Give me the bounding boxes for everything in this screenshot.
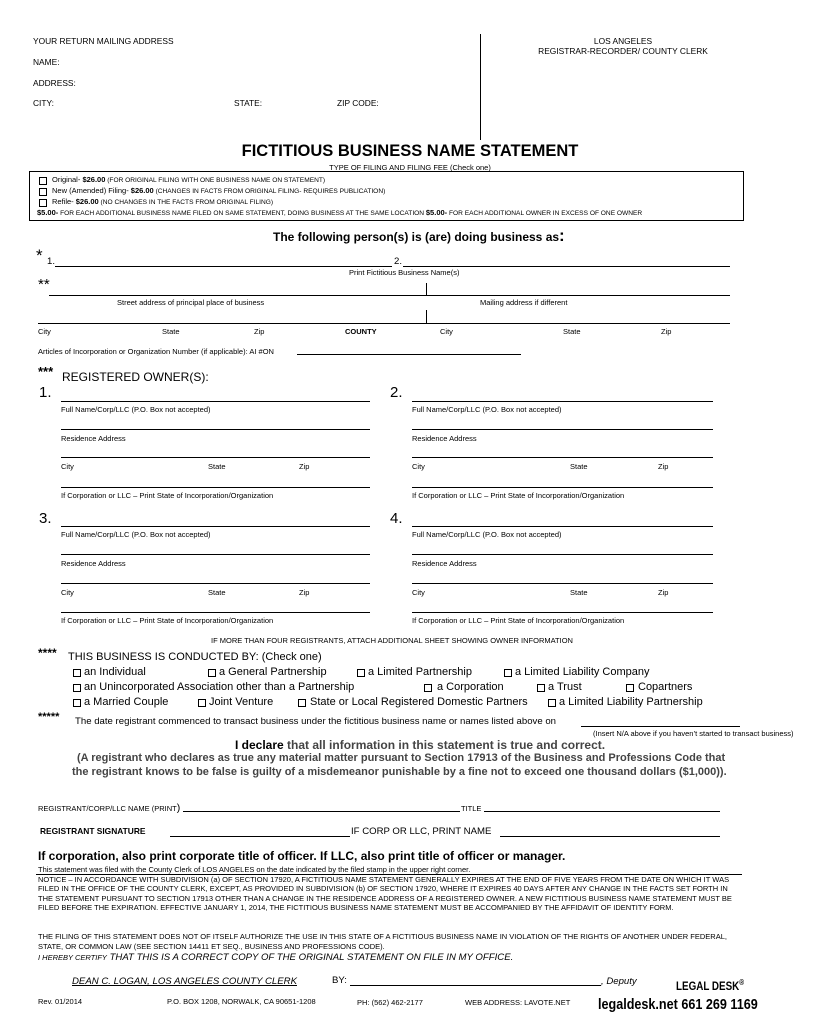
filing-original: Original- $26.00 (FOR ORIGINAL FILING WITH ONE BUSINESS NAME ON STATEMENT) — [52, 175, 326, 184]
address-city-caption: City — [38, 327, 51, 336]
option-domestic-partners: State or Local Registered Domestic Partners — [310, 696, 528, 708]
owner-4-city-caption: City — [412, 588, 425, 597]
title-label: TITLE — [461, 804, 482, 813]
owner-2-corp-field[interactable] — [412, 487, 713, 488]
county-name: LOS ANGELES — [593, 36, 653, 46]
owner-1-name-field[interactable] — [61, 401, 370, 402]
state-label: STATE: — [234, 98, 263, 108]
owner-3-name-field[interactable] — [61, 526, 370, 527]
corp-officer-heading: If corporation, also print corporate title of officer. If LLC, also print title of officer or manager. — [38, 849, 566, 863]
legal-desk-logo: LEGAL DESK® — [676, 978, 745, 993]
certify-line: I HEREBY CERTIFY THAT THIS IS A CORRECT COPY OF THE ORIGINAL STATEMENT ON FILE IN MY OFFICE. — [38, 952, 514, 963]
corporation-checkbox[interactable] — [424, 684, 432, 692]
option-individual: an Individual — [84, 666, 146, 678]
original-checkbox[interactable] — [39, 177, 47, 185]
legal-desk-contact: legaldesk.net 661 269 1169 — [598, 996, 758, 1013]
expiration-notice: NOTICE – IN ACCORDANCE WITH SUBDIVISION (a) OF SECTION 17920, A FICTITIOUS NAME STATEMENT GENERALLY EXPIRES AT THE END OF FIVE YEARS FROM THE DATE ON WHICH IT WAS FILED IN THE OFFICE OF THE COUNTY CLERK, EXCEPT, AS PROVIDED IN SUBDIVISION (b) OF SECTION 17920, WHERE IT EXPIRES 40 DAYS AFTER ANY CHANGE IN THE FACTS SET FORTH IN THE STATEMENT PURSUANT TO SECTION 17913 OTHER THAN A CHANGE IN THE RESIDENCE ADDRESS OF A REGISTERED OWNER. A NEW FICTITIOUS BUSINESS NAME STATEMENT MUST BE FILED BEFORE THE EXPIRATION. EFFECTIVE JANUARY 1, 2014, THE FICTITIOUS BUSINESS NAME STATEMENT MUST BE ACCOMPANIED BY THE AFFIDAVIT OF IDENTITY FORM. — [38, 875, 732, 913]
commenced-mark: ***** — [38, 711, 60, 723]
owner-2-state-caption: State — [570, 462, 588, 471]
business-name-caption: Print Fictitious Business Name(s) — [349, 268, 460, 277]
owner-3-num: 3. — [39, 510, 52, 527]
conducted-mark: **** — [38, 646, 57, 660]
owner-4-corp-field[interactable] — [412, 612, 713, 613]
option-corporation: a Corporation — [437, 681, 504, 693]
option-married-couple: a Married Couple — [84, 696, 169, 708]
owner-4-zip-caption: Zip — [658, 588, 669, 597]
owner-3-city-caption: City — [61, 588, 74, 597]
registrant-signature-field[interactable] — [170, 836, 350, 837]
option-general-partnership: a General Partnership — [219, 666, 327, 678]
owners-heading: REGISTERED OWNER(S): — [62, 370, 209, 384]
owner-2-name-field[interactable] — [412, 401, 713, 402]
mailing-state-caption: State — [563, 327, 581, 336]
owner-1-state-caption: State — [208, 462, 226, 471]
owner-2-num: 2. — [390, 384, 403, 401]
registrant-name-label: REGISTRANT/CORP/LLC NAME (PRINT) — [38, 802, 181, 814]
business-name-mark: * — [36, 246, 43, 265]
address-state-caption: State — [162, 327, 180, 336]
header-divider — [480, 34, 481, 140]
commenced-text: The date registrant commenced to transact business under the fictitious business name or names listed above on — [75, 716, 557, 727]
owner-2-residence-field[interactable] — [412, 429, 713, 430]
mailing-city-caption: City — [440, 327, 453, 336]
revision: Rev. 01/2014 — [38, 997, 83, 1006]
owner-3-corp-caption: If Corporation or LLC – Print State of Incorporation/Organization — [61, 616, 274, 625]
deputy-field[interactable] — [350, 985, 601, 986]
by-label: BY: — [332, 975, 347, 986]
owner-1-num: 1. — [39, 384, 52, 401]
filed-note: This statement was filed with the County Clerk of LOS ANGELES on the date indicated by the filed stamp in the upper right corner. — [38, 865, 471, 874]
option-joint-venture: Joint Venture — [209, 696, 274, 708]
zip-label: ZIP CODE: — [337, 98, 379, 108]
owner-2-city-caption: City — [412, 462, 425, 471]
option-copartners: Copartners — [638, 681, 693, 693]
authorize-notice: THE FILING OF THIS STATEMENT DOES NOT OF ITSELF AUTHORIZE THE USE IN THIS STATE OF A FICTITIOUS BUSINESS NAME IN VIOLATION OF THE RIGHTS OF ANOTHER UNDER FEDERAL, STATE, OR COMMON LAW (SEE SECTION 14411 ET SEQ., BUSINESS AND PROFESSIONS CODE). — [38, 932, 727, 951]
address-zip-caption: Zip — [254, 327, 265, 336]
owner-2-zip-caption: Zip — [658, 462, 669, 471]
title-field[interactable] — [484, 811, 720, 812]
business-name-1-num: 1. — [47, 256, 56, 267]
registrant-name-field[interactable] — [183, 811, 460, 812]
refile-checkbox[interactable] — [39, 199, 47, 207]
county-clerk-name: DEAN C. LOGAN, LOS ANGELES COUNTY CLERK — [72, 976, 297, 987]
filing-type-caption: TYPE OF FILING AND FILING FEE (Check one) — [329, 163, 491, 172]
owner-1-corp-field[interactable] — [61, 487, 370, 488]
articles-label: Articles of Incorporation or Organization Number (if applicable): AI #ON — [38, 347, 274, 356]
filing-new: New (Amended) Filing- $26.00 (CHANGES IN FACTS FROM ORIGINAL FILING- REQUIRES PUBLICATION) — [52, 186, 386, 195]
deputy-label: , Deputy — [601, 976, 637, 987]
address-mark: ** — [38, 276, 50, 293]
attach-sheet-note: IF MORE THAN FOUR REGISTRANTS, ATTACH ADDITIONAL SHEET SHOWING OWNER INFORMATION — [211, 636, 573, 645]
llp-checkbox[interactable] — [548, 699, 556, 707]
name-label: NAME: — [33, 57, 60, 67]
commenced-date-field[interactable] — [581, 726, 740, 727]
business-name-2-field[interactable] — [403, 266, 730, 267]
owner-1-zip-caption: Zip — [299, 462, 310, 471]
declare-line2: (A registrant who declares as true any material matter pursuant to Section 17913 of the Business and Professions Code that — [77, 752, 726, 764]
conducted-heading: THIS BUSINESS IS CONDUCTED BY: (Check one) — [68, 651, 322, 663]
unincorporated-checkbox[interactable] — [73, 684, 81, 692]
owner-2-residence-caption: Residence Address — [412, 434, 477, 443]
return-address-label: YOUR RETURN MAILING ADDRESS — [33, 36, 174, 46]
owner-4-num: 4. — [390, 510, 403, 527]
joint-venture-checkbox[interactable] — [198, 699, 206, 707]
city-state-zip-field[interactable] — [38, 323, 730, 324]
mailing-address-caption: Mailing address if different — [480, 298, 568, 307]
commenced-note: (Insert N/A above if you haven’t started to transact business) — [593, 729, 794, 738]
owner-2-corp-caption: If Corporation or LLC – Print State of Incorporation/Organization — [412, 491, 625, 500]
owner-4-corp-caption: If Corporation or LLC – Print State of Incorporation/Organization — [412, 616, 625, 625]
married-couple-checkbox[interactable] — [73, 699, 81, 707]
owner-1-residence-field[interactable] — [61, 429, 370, 430]
address-label: ADDRESS: — [33, 78, 76, 88]
filing-extra-fees: $5.00- FOR EACH ADDITIONAL BUSINESS NAME FILED ON SAME STATEMENT, DOING BUSINESS AT THE SAME LOCATION $5.00- FOR EACH ADDITIONAL OWNER IN EXCESS OF ONE OWNER — [37, 208, 643, 217]
address-divider-bottom — [426, 310, 427, 324]
filing-refile: Refile- $26.00 (NO CHANGES IN THE FACTS FROM ORIGINAL FILING) — [52, 197, 274, 206]
owners-mark: *** — [38, 364, 54, 379]
owner-1-residence-caption: Residence Address — [61, 434, 126, 443]
domestic-partners-checkbox[interactable] — [298, 699, 306, 707]
declare-line1: I declare that all information in this statement is true and correct. — [235, 738, 606, 752]
option-llp: a Limited Liability Partnership — [559, 696, 703, 708]
owner-4-residence-caption: Residence Address — [412, 559, 477, 568]
owner-3-city-field[interactable] — [61, 583, 370, 584]
owner-4-name-caption: Full Name/Corp/LLC (P.O. Box not accepted) — [412, 530, 562, 539]
owner-3-corp-field[interactable] — [61, 612, 370, 613]
doing-business-heading: The following person(s) is (are) doing business as: — [273, 226, 565, 245]
street-address-field[interactable] — [49, 295, 730, 296]
option-trust: a Trust — [548, 681, 582, 693]
corp-print-label: IF CORP OR LLC, PRINT NAME — [351, 826, 492, 837]
street-address-caption: Street address of principal place of business — [117, 298, 265, 307]
individual-checkbox[interactable] — [73, 669, 81, 677]
llc-checkbox[interactable] — [504, 669, 512, 677]
owner-1-name-caption: Full Name/Corp/LLC (P.O. Box not accepted) — [61, 405, 211, 414]
owner-1-city-field[interactable] — [61, 457, 370, 458]
web-address: WEB ADDRESS: LAVOTE.NET — [465, 998, 571, 1007]
owner-2-name-caption: Full Name/Corp/LLC (P.O. Box not accepted) — [412, 405, 562, 414]
option-limited-partnership: a Limited Partnership — [368, 666, 472, 678]
owner-3-residence-caption: Residence Address — [61, 559, 126, 568]
owner-4-state-caption: State — [570, 588, 588, 597]
owner-4-residence-field[interactable] — [412, 554, 713, 555]
owner-3-state-caption: State — [208, 588, 226, 597]
owner-3-name-caption: Full Name/Corp/LLC (P.O. Box not accepted) — [61, 530, 211, 539]
owner-3-residence-field[interactable] — [61, 554, 370, 555]
option-unincorporated: an Unincorporated Association other than a Partnership — [84, 681, 355, 693]
copartners-checkbox[interactable] — [626, 684, 634, 692]
po-box: P.O. BOX 1208, NORWALK, CA 90651-1208 — [167, 997, 316, 1006]
registrant-signature-label: REGISTRANT SIGNATURE — [40, 826, 146, 836]
new-filing-checkbox[interactable] — [39, 188, 47, 196]
declare-line3: the registrant knows to be false is guilty of a misdemeanor punishable by a fine not to exceed one thousand dollars ($1,000)). — [72, 766, 727, 778]
business-name-1-field[interactable] — [55, 266, 392, 267]
owner-3-zip-caption: Zip — [299, 588, 310, 597]
business-name-2-num: 2. — [394, 256, 403, 267]
option-llc: a Limited Liability Company — [515, 666, 650, 678]
owner-1-city-caption: City — [61, 462, 74, 471]
corp-print-field[interactable] — [500, 836, 720, 837]
limited-partnership-checkbox[interactable] — [357, 669, 365, 677]
city-label: CITY: — [33, 98, 54, 108]
general-partnership-checkbox[interactable] — [208, 669, 216, 677]
owner-4-name-field[interactable] — [412, 526, 713, 527]
phone: PH: (562) 462-2177 — [357, 998, 423, 1007]
page-title: FICTITIOUS BUSINESS NAME STATEMENT — [241, 142, 579, 160]
address-county-caption: COUNTY — [345, 327, 377, 336]
county-clerk: REGISTRAR-RECORDER/ COUNTY CLERK — [538, 46, 708, 56]
address-divider-top — [426, 283, 427, 296]
trust-checkbox[interactable] — [537, 684, 545, 692]
articles-field[interactable] — [297, 354, 521, 355]
owner-1-corp-caption: If Corporation or LLC – Print State of Incorporation/Organization — [61, 491, 274, 500]
owner-2-city-field[interactable] — [412, 457, 713, 458]
owner-4-city-field[interactable] — [412, 583, 713, 584]
mailing-zip-caption: Zip — [661, 327, 672, 336]
